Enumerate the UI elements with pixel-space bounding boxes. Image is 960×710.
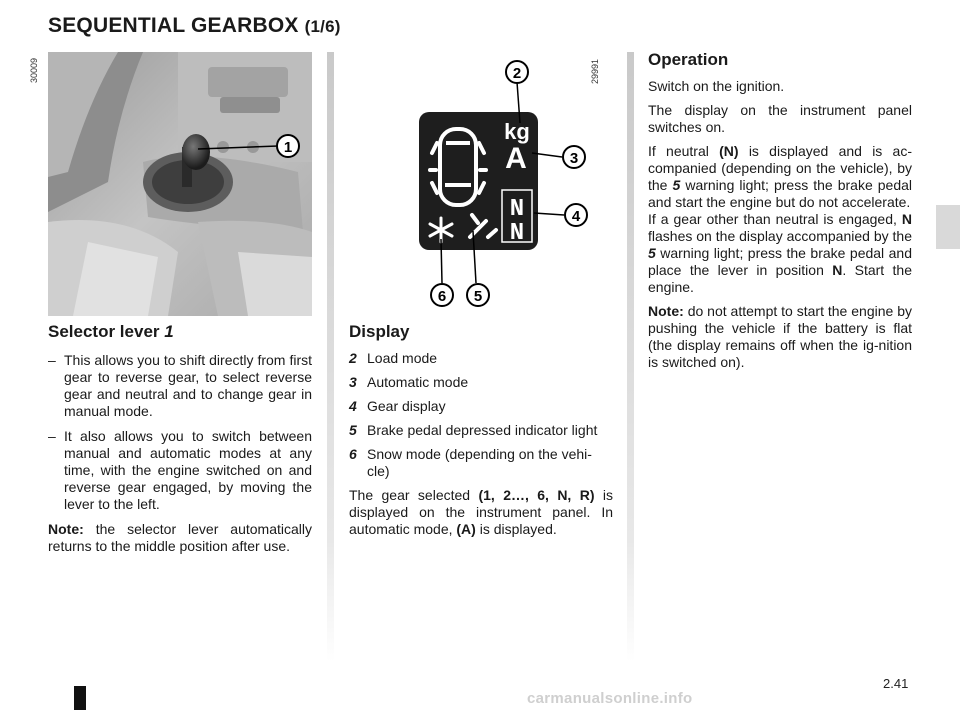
callout-5: 5 <box>473 288 483 305</box>
operation-section <box>648 50 912 378</box>
list-item: 5 Brake pedal depressed indicator light <box>349 422 598 438</box>
list-item: 2 Load mode <box>349 350 438 366</box>
operation-note: Note: do not attempt to start the engine by pushing the vehicle if the battery is flat (the display remains off when the ig-nition is switched on). <box>648 303 912 370</box>
instrument-display-diagram <box>412 55 597 313</box>
operation-p2: The display on the instrument panel switches on. <box>648 102 912 135</box>
gear-glyph-top: N <box>509 196 525 223</box>
list-item: 4 Gear display <box>349 398 446 414</box>
callout-2: 2 <box>512 65 522 82</box>
page-title <box>48 14 341 38</box>
display-section <box>349 322 613 538</box>
callout-3: 3 <box>569 150 579 167</box>
section-tab <box>936 205 960 249</box>
watermark: carmanualsonline.info <box>527 690 693 707</box>
selector-note: Note: the selector lever automatically returns to the middle position after use. <box>48 521 312 554</box>
column-divider <box>627 52 634 662</box>
page-number: 2.41 <box>883 676 909 691</box>
operation-p1: Switch on the ignition. <box>648 78 785 94</box>
operation-p3: If neutral (N) is displayed and is ac-companied (depending on the vehicle), by the 5 warning light; press the brake pedal and start the engine but do not accelerate. If a gear other than neutral is engaged, N flashes on the display accompanied by the 5 warning light; press the brake pedal and place the lever in position N. Start the engine. <box>648 143 913 295</box>
column-divider <box>327 52 334 662</box>
gear-glyph-bottom: N <box>509 220 525 247</box>
svg-text:1: 1 <box>283 139 293 156</box>
selector-heading: Selector lever 1 <box>48 322 174 341</box>
list-item: – It also allows you to switch between manual and automatic modes at any time, with the engine switched on and reverse gear engaged, by moving the lever to the left. <box>48 428 312 512</box>
list-item: 6 Snow mode (depending on the vehi-cle) <box>349 446 592 479</box>
corner-mark <box>74 686 86 710</box>
operation-heading: Operation <box>648 50 729 69</box>
display-heading: Display <box>349 322 410 341</box>
auto-glyph: A <box>505 142 527 175</box>
selector-lever-photo <box>48 52 312 316</box>
display-paragraph: The gear selected (1, 2…, 6, N, R) is displayed on the instrument panel. In automatic mode, (A) is displayed. <box>349 487 613 537</box>
title-text: SEQUENTIAL GEARBOX <box>48 14 299 37</box>
list-item: 3 Automatic mode <box>349 374 469 390</box>
selector-lever-section <box>48 322 312 555</box>
list-item: – This allows you to shift directly from first gear to reverse gear, to select reverse gear and neutral and to change gear in manual mode. <box>48 352 312 419</box>
callout-4: 4 <box>571 208 581 225</box>
figure-ref-photo: 30009 <box>29 57 39 83</box>
title-part: (1/6) <box>304 17 341 36</box>
figure-ref-diagram: 29991 <box>590 58 600 84</box>
load-glyph: kg <box>504 119 530 144</box>
callout-6: 6 <box>437 288 447 305</box>
